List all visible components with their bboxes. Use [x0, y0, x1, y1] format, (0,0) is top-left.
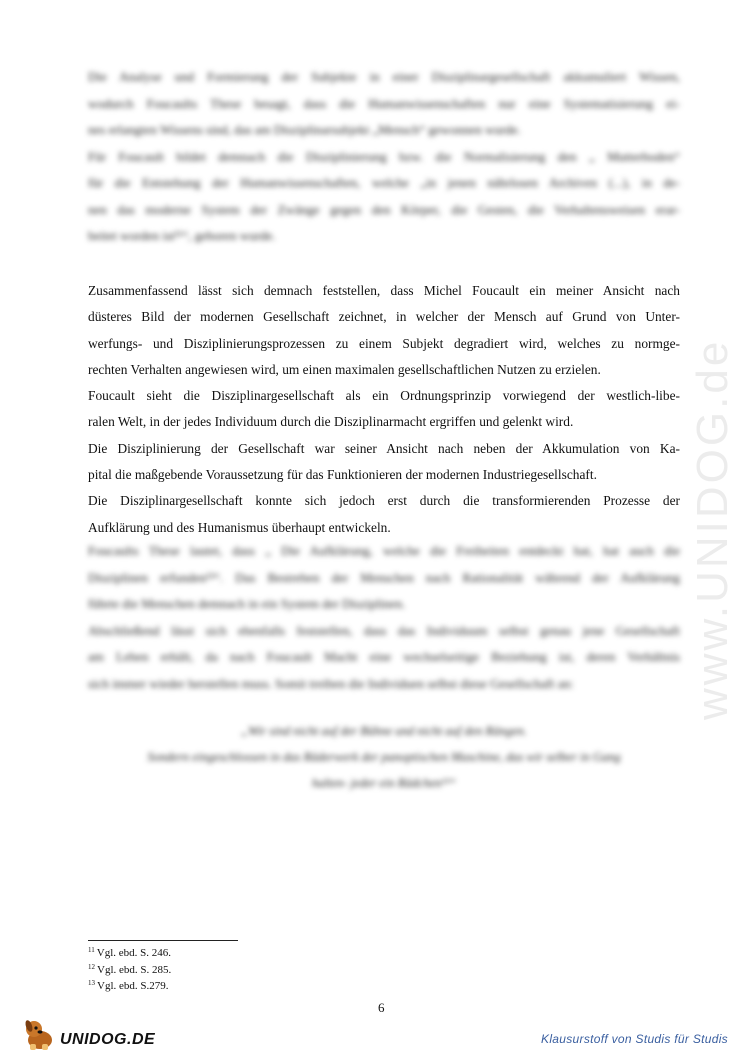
footnote-text: Vgl. ebd. S. 285. — [97, 963, 172, 976]
text-line: beitet worden ist¹¹“, geboren wurde. — [88, 228, 276, 243]
text-line: Disziplinen erfunden¹²“. Das Bestreben der Menschen nach Rationalität während der Aufklärung — [88, 569, 680, 585]
text-line: Für Foucault bildet demnach die Disziplinierung bzw. die Normalisierung den „ Mutterboden“ — [88, 148, 680, 164]
text-line: führte die Menschen demnach in ein System der Disziplinen. — [88, 596, 406, 611]
footnote-separator — [88, 940, 238, 941]
footnote-number: 13 — [88, 979, 95, 987]
unidog-logo[interactable] — [20, 1014, 170, 1054]
text-line: wodurch Foucaults These besagt, dass die Humanwissenschaften nur eine Systematisierung ei- — [88, 95, 680, 111]
text-line: Die Analyse und Formierung der Subjekte in einer Disziplinargesellschaft akkumuliert Wissen, — [88, 69, 680, 84]
blurred-paragraph-top — [88, 64, 680, 250]
footnote — [88, 944, 171, 961]
quote-line: halten- jeder ein Rädchen¹³“ — [312, 776, 456, 790]
text-line: düsteres Bild der modernen Gesellschaft zeichnet, in welcher der Mensch auf Grund von Unter- — [88, 309, 680, 325]
footnote-text: Vgl. ebd. S.279. — [97, 980, 169, 992]
text-line: Aufklärung und des Humanismus überhaupt entwickeln. — [88, 519, 391, 535]
footnote-text: Vgl. ebd. S. 246. — [96, 947, 171, 959]
footnotes — [88, 944, 171, 994]
text-line: Zusammenfassend lässt sich demnach feststellen, dass Michel Foucault ein meiner Ansicht nach — [88, 283, 680, 298]
footnote-number: 12 — [88, 962, 95, 971]
blurred-quote — [88, 718, 680, 796]
footnote — [88, 961, 171, 978]
main-paragraph — [88, 278, 680, 541]
text-line: sich immer wieder herstellen muss. Somit treiben die Individuen selbst diese Gesellschaft an: — [88, 675, 574, 691]
quote-line: „Wir sind nicht auf der Bühne und nicht auf den Rängen. — [241, 724, 527, 738]
footer-slogan: Klausurstoff von Studis für Studis — [541, 1032, 728, 1046]
text-line: nen das moderne System der Zwänge gegen den Körper, die Gesten, die Verhaltensweisen erar- — [88, 201, 680, 217]
text-line: ralen Welt, in der jedes Individuum durch die Disziplinarmacht ergriffen und gelenkt wird. — [88, 414, 574, 430]
logo-text: UNIDOG.DE — [60, 1031, 156, 1048]
footnote-number: 11 — [88, 946, 95, 954]
blurred-paragraph-bottom — [88, 538, 680, 697]
text-line: werfungs- und Disziplinierungsprozessen zu einem Subjekt degradiert wird, welches zu normge- — [88, 335, 680, 351]
text-line: Foucaults These lautet, dass „ Die Aufklärung, welche die Freiheiten entdeckt hat, hat auch die — [88, 543, 680, 558]
footnote — [88, 977, 171, 994]
text-line: für die Entstehung der Humanwissenschaften, welche „in jenen nährlosen Archiven (...), in de- — [88, 175, 680, 190]
watermark-text: www.UNIDOG.de — [688, 338, 737, 720]
text-line: Die Disziplinierung der Gesellschaft war seiner Ansicht nach neben der Akkumulation von Ka- — [88, 440, 680, 456]
text-line: Die Disziplinargesellschaft konnte sich jedoch erst durch die transformierenden Prozesse der — [88, 493, 680, 509]
dog-mascot-icon — [20, 1014, 60, 1054]
quote-line: Sondern eingeschlossen in das Räderwerk der panoptischen Maschine, das wir selber in Gang — [147, 750, 621, 764]
text-line: nes erlangten Wissens sind, das am Disziplinarsubjekt „Mensch“ gewonnen wurde. — [88, 122, 521, 137]
text-line: pital die maßgebende Voraussetzung für das Funktionieren der modernen Industriegesellschaft. — [88, 467, 597, 483]
text-line: rechten Verhalten angewiesen wird, um einen maximalen gesellschaftlichen Nutzen zu erzielen. — [88, 361, 601, 377]
text-line: Abschließend lässt sich ebenfalls feststellen, dass das Individuum selbst genau jene Gesellschaft — [88, 622, 680, 638]
text-line: am Leben erhält, da nach Foucault Macht eine wechselseitige Beziehung ist, deren Verhältnis — [88, 649, 680, 664]
page-number: 6 — [378, 1000, 385, 1015]
text-line: Foucault sieht die Disziplinargesellschaft als ein Ordnungsprinzip vorwiegend der westlich-libe- — [88, 388, 680, 404]
